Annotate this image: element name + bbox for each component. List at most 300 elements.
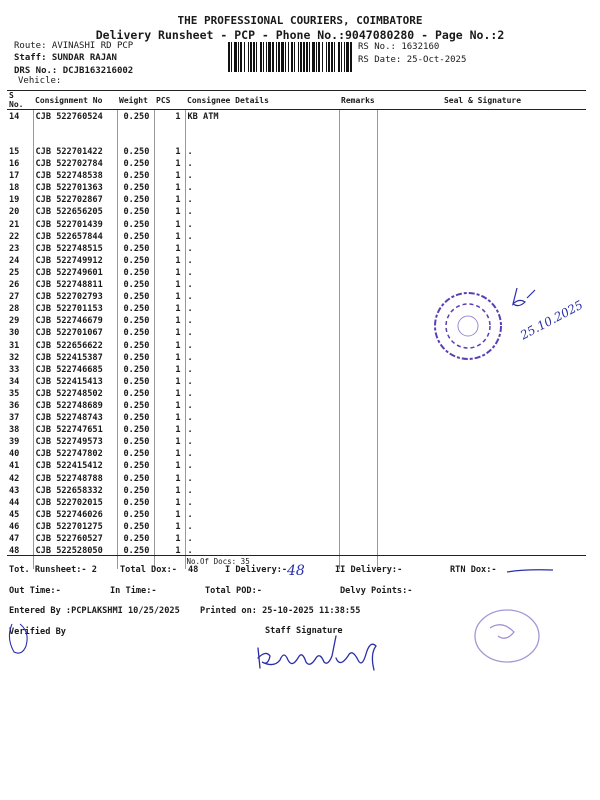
- cell-sno: 38: [9, 425, 20, 436]
- cell-weight: 0.250: [117, 243, 154, 255]
- cell-remarks: [339, 412, 377, 424]
- cell-pcs: 1: [154, 219, 185, 231]
- cell-consignee: .: [185, 303, 339, 315]
- table-row: [7, 146, 586, 158]
- cell-seal: [377, 509, 586, 521]
- cell-consignee: .: [185, 170, 339, 182]
- seal-date-handwritten: 25.10.2025: [518, 297, 586, 343]
- col-header-sno: S No.: [7, 91, 33, 110]
- cell-weight: 0.250: [117, 340, 154, 352]
- cell-consignee: .: [185, 473, 339, 485]
- cell-pcs: 1: [154, 533, 185, 545]
- printed-on: Printed on: 25-10-2025 11:38:55: [200, 606, 361, 616]
- cell-pcs: 1: [154, 315, 185, 327]
- cell-weight: 0.250: [117, 279, 154, 291]
- cell-sno: 29: [9, 316, 20, 327]
- cell-remarks: [339, 497, 377, 509]
- cell-pcs: 1: [154, 388, 185, 400]
- cell-remarks: [339, 340, 377, 352]
- cell-weight: 0.250: [117, 460, 154, 472]
- cell-remarks: [339, 315, 377, 327]
- cell-remarks: [339, 473, 377, 485]
- cell-consignment: CJB 522747802: [33, 448, 117, 460]
- cell-sno: 41: [9, 461, 20, 472]
- cell-seal: [377, 194, 586, 206]
- cell-remarks: [339, 448, 377, 460]
- rtn-dox-label: RTN Dox:-: [450, 565, 497, 575]
- cell-pcs: 1: [154, 448, 185, 460]
- cell-seal: [377, 412, 586, 424]
- cell-sno: 28: [9, 304, 20, 315]
- cell-consignment: CJB 522746679: [33, 315, 117, 327]
- cell-seal: [377, 255, 586, 267]
- cell-pcs: 1: [154, 170, 185, 182]
- rs-number: RS No.: 1632160: [358, 42, 440, 52]
- cell-sno: 24: [9, 255, 20, 266]
- cell-consignee: .: [185, 533, 339, 545]
- cell-consignment: CJB 522701275: [33, 521, 117, 533]
- route-label: Route: AVINASHI RD PCP: [14, 41, 134, 51]
- cell-pcs: 1: [154, 243, 185, 255]
- cell-pcs: 1: [154, 146, 185, 158]
- cell-weight: 0.250: [117, 291, 154, 303]
- cell-consignment: CJB 522702867: [33, 194, 117, 206]
- cell-sno: 15: [9, 147, 20, 157]
- i-delivery-handwritten: 48: [287, 563, 305, 579]
- faded-seal-stamp: [472, 606, 542, 666]
- cell-pcs: 1: [154, 279, 185, 291]
- cell-pcs: 1: [154, 291, 185, 303]
- cell-consignee: .: [185, 267, 339, 279]
- table-row: [7, 158, 586, 170]
- cell-consignee: .: [185, 364, 339, 376]
- cell-sno: 47: [9, 534, 20, 544]
- staff-signature-label: Staff Signature: [265, 626, 343, 636]
- cell-remarks: [339, 243, 377, 255]
- cell-seal: [377, 206, 586, 218]
- cell-consignment: CJB 522528050: [33, 545, 117, 557]
- cell-seal: [377, 376, 586, 388]
- table-row: [7, 424, 586, 436]
- cell-consignment: CJB 522701422: [33, 146, 117, 158]
- cell-remarks: [339, 279, 377, 291]
- total-dox-label: Total Dox:-: [120, 565, 177, 575]
- table-row: [7, 448, 586, 460]
- vehicle-label: Vehicle:: [18, 76, 62, 86]
- cell-weight: 0.250: [117, 448, 154, 460]
- total-dox-value: 48: [188, 565, 199, 575]
- cell-sno: 27: [9, 292, 20, 303]
- cell-sno: 30: [9, 328, 20, 339]
- cell-pcs: 1: [154, 485, 185, 497]
- cell-consignee: .: [185, 352, 339, 364]
- cell-sno: 37: [9, 413, 20, 424]
- tot-runsheet: Tot. Runsheet:- 2: [9, 565, 97, 575]
- verified-pen-scribble: [4, 618, 44, 658]
- cell-consignee: .: [185, 146, 339, 158]
- cell-weight: 0.250: [117, 545, 154, 557]
- table-row: [7, 110, 586, 125]
- runsheet-subtitle: Delivery Runsheet - PCP - Phone No.:9047080280 - Page No.:2: [95, 28, 505, 42]
- col-header-remarks: Remarks: [339, 91, 377, 110]
- table-bottom-rule: [7, 555, 586, 556]
- cell-pcs: 1: [154, 231, 185, 243]
- cell-consignment: CJB 522658332: [33, 485, 117, 497]
- cell-pcs: 1: [154, 182, 185, 194]
- cell-seal: [377, 485, 586, 497]
- cell-weight: 0.250: [117, 533, 154, 545]
- cell-weight: 0.250: [117, 436, 154, 448]
- cell-seal: [377, 267, 586, 279]
- cell-remarks: [339, 327, 377, 339]
- table-row: [7, 194, 586, 206]
- cell-sno: 32: [9, 352, 20, 363]
- cell-consignment: CJB 522657844: [33, 231, 117, 243]
- table-row: [7, 460, 586, 472]
- col-header-consignment: Consignment No: [33, 91, 117, 110]
- cell-remarks: [339, 388, 377, 400]
- cell-consignment: CJB 522748811: [33, 279, 117, 291]
- cell-consignment: CJB 522701363: [33, 182, 117, 194]
- cell-sno: 46: [9, 521, 20, 532]
- cell-pcs: 1: [154, 327, 185, 339]
- table-row: [7, 412, 586, 424]
- cell-consignee: .: [185, 158, 339, 170]
- cell-consignment: CJB 522748788: [33, 473, 117, 485]
- cell-sno: 34: [9, 376, 20, 387]
- cell-consignee: .: [185, 436, 339, 448]
- cell-consignment: CJB 522748502: [33, 388, 117, 400]
- cell-consignment: CJB 522746026: [33, 509, 117, 521]
- cell-consignment: CJB 522702793: [33, 291, 117, 303]
- cell-sno: 26: [9, 280, 20, 291]
- cell-consignment: CJB 522702784: [33, 158, 117, 170]
- cell-weight: 0.250: [117, 182, 154, 194]
- cell-pcs: 1: [154, 364, 185, 376]
- delvy-points-label: Delvy Points:-: [340, 586, 413, 596]
- col-header-pcs: PCS: [154, 91, 185, 110]
- rtn-dox-pen-mark: [505, 566, 555, 576]
- cell-remarks: [339, 376, 377, 388]
- cell-seal: [377, 170, 586, 182]
- table-row: [7, 243, 586, 255]
- ii-delivery-label: II Delivery:-: [335, 565, 403, 575]
- cell-seal: [377, 158, 586, 170]
- cell-consignee: .: [185, 206, 339, 218]
- cell-weight: 0.250: [117, 473, 154, 485]
- cell-consignee: .: [185, 291, 339, 303]
- table-row: [7, 206, 586, 218]
- cell-weight: 0.250: [117, 267, 154, 279]
- cell-consignment: CJB 522701153: [33, 303, 117, 315]
- cell-seal: [377, 146, 586, 158]
- cell-remarks: [339, 158, 377, 170]
- table-row: [7, 255, 586, 267]
- cell-seal: [377, 231, 586, 243]
- cell-consignment: CJB 522701067: [33, 327, 117, 339]
- cell-remarks: [339, 352, 377, 364]
- cell-consignee: .: [185, 376, 339, 388]
- cell-remarks: [339, 485, 377, 497]
- cell-consignee: .: [185, 497, 339, 509]
- table-row: [7, 182, 586, 194]
- cell-sno: 20: [9, 207, 20, 218]
- cell-consignment: CJB 522747651: [33, 424, 117, 436]
- cell-pcs: 1: [154, 255, 185, 267]
- cell-remarks: [339, 146, 377, 158]
- cell-remarks: [339, 436, 377, 448]
- cell-sno: 16: [9, 159, 20, 170]
- cell-seal: [377, 182, 586, 194]
- cell-pcs: 1: [154, 436, 185, 448]
- cell-seal: [377, 388, 586, 400]
- cell-weight: 0.250: [117, 400, 154, 412]
- cell-sno: 35: [9, 388, 20, 399]
- cell-sno: 22: [9, 231, 20, 242]
- cell-consignee: .: [185, 194, 339, 206]
- cell-consignment: CJB 522749573: [33, 436, 117, 448]
- cell-remarks: [339, 364, 377, 376]
- cell-weight: 0.250: [117, 376, 154, 388]
- cell-consignee: .: [185, 509, 339, 521]
- cell-seal: [377, 460, 586, 472]
- cell-weight: 0.250: [117, 255, 154, 267]
- col-header-seal: Seal & Signature: [377, 91, 586, 110]
- table-row: [7, 436, 586, 448]
- cell-consignee: .: [185, 340, 339, 352]
- cell-consignment: CJB 522415387: [33, 352, 117, 364]
- cell-consignee: .: [185, 182, 339, 194]
- table-row: [7, 400, 586, 412]
- cell-sno: 23: [9, 243, 20, 254]
- drs-number: DRS No.: DCJB163216002: [14, 66, 134, 76]
- cell-weight: 0.250: [117, 521, 154, 533]
- table-row: [7, 509, 586, 521]
- table-header-row: [7, 91, 586, 110]
- cell-pcs: 1: [154, 545, 185, 557]
- cell-weight: 0.250: [117, 412, 154, 424]
- cell-consignee: .: [185, 279, 339, 291]
- cell-consignee: KB ATM: [185, 110, 339, 125]
- cell-consignment: CJB 522702015: [33, 497, 117, 509]
- cell-pcs: 1: [154, 110, 185, 125]
- cell-consignee: .: [185, 388, 339, 400]
- cell-weight: 0.250: [117, 364, 154, 376]
- cell-consignee: .: [185, 460, 339, 472]
- cell-sno: 25: [9, 267, 20, 278]
- cell-consignment: CJB 522748538: [33, 170, 117, 182]
- cell-pcs: 1: [154, 460, 185, 472]
- cell-sno: 31: [9, 340, 20, 351]
- cell-seal: [377, 436, 586, 448]
- barcode-image: [228, 42, 352, 72]
- cell-pcs: 1: [154, 194, 185, 206]
- cell-weight: 0.250: [117, 485, 154, 497]
- cell-seal: [377, 473, 586, 485]
- cell-remarks: [339, 267, 377, 279]
- cell-consignment: CJB 522760524: [33, 110, 117, 125]
- cell-remarks: [339, 460, 377, 472]
- cell-sno: 21: [9, 219, 20, 230]
- cell-remarks: [339, 219, 377, 231]
- cell-consignee: .: [185, 521, 339, 533]
- cell-remarks: [339, 206, 377, 218]
- table-row: [7, 376, 586, 388]
- cell-consignment: CJB 522415412: [33, 460, 117, 472]
- cell-sno: 43: [9, 485, 20, 496]
- cell-consignment: CJB 522748515: [33, 243, 117, 255]
- cell-pcs: 1: [154, 158, 185, 170]
- cell-pcs: 1: [154, 376, 185, 388]
- cell-consignment: CJB 522748689: [33, 400, 117, 412]
- cell-consignee: .: [185, 231, 339, 243]
- i-delivery-label: I Delivery:-: [225, 565, 288, 575]
- cell-sno: 17: [9, 171, 20, 182]
- cell-seal: [377, 219, 586, 231]
- cell-pcs: 1: [154, 521, 185, 533]
- cell-consignee: .: [185, 243, 339, 255]
- cell-seal: [377, 243, 586, 255]
- cell-consignment: CJB 522701439: [33, 219, 117, 231]
- cell-weight: 0.250: [117, 110, 154, 125]
- cell-sno: 40: [9, 449, 20, 460]
- cell-consignee: .: [185, 424, 339, 436]
- cell-consignee: .: [185, 255, 339, 267]
- cell-remarks: [339, 303, 377, 315]
- table-row: [7, 533, 586, 545]
- cell-pcs: 1: [154, 412, 185, 424]
- cell-sno: 36: [9, 400, 20, 411]
- cell-pcs: 1: [154, 473, 185, 485]
- cell-consignee: .: [185, 219, 339, 231]
- cell-seal: [377, 497, 586, 509]
- cell-pcs: 1: [154, 352, 185, 364]
- cell-consignee: .: [185, 448, 339, 460]
- cell-seal: [377, 448, 586, 460]
- col-header-consignee: Consignee Details: [185, 91, 339, 110]
- cell-weight: 0.250: [117, 158, 154, 170]
- cell-consignment: CJB 522746685: [33, 364, 117, 376]
- cell-consignee: .: [185, 315, 339, 327]
- cell-remarks: [339, 533, 377, 545]
- cell-sno: 33: [9, 364, 20, 375]
- cell-weight: 0.250: [117, 388, 154, 400]
- cell-consignee: .: [185, 545, 339, 557]
- cell-remarks: [339, 170, 377, 182]
- cell-weight: 0.250: [117, 424, 154, 436]
- cell-consignment: CJB 522749912: [33, 255, 117, 267]
- out-time-label: Out Time:-: [9, 586, 61, 596]
- table-row: [7, 219, 586, 231]
- cell-weight: 0.250: [117, 206, 154, 218]
- table-row: [7, 473, 586, 485]
- cell-sno: 14: [9, 112, 20, 122]
- cell-pcs: 1: [154, 424, 185, 436]
- cell-pcs: 1: [154, 303, 185, 315]
- cell-weight: 0.250: [117, 509, 154, 521]
- cell-remarks: [339, 110, 377, 125]
- cell-sno: 44: [9, 497, 20, 508]
- cell-seal: [377, 110, 586, 125]
- table-row: [7, 388, 586, 400]
- cell-remarks: [339, 182, 377, 194]
- cell-pcs: 1: [154, 267, 185, 279]
- cell-weight: 0.250: [117, 327, 154, 339]
- cell-weight: 0.250: [117, 303, 154, 315]
- cell-consignee: .: [185, 327, 339, 339]
- cell-seal: [377, 521, 586, 533]
- cell-seal: [377, 424, 586, 436]
- staff-signature-image: [240, 632, 390, 674]
- cell-consignment: CJB 522415413: [33, 376, 117, 388]
- cell-pcs: 1: [154, 497, 185, 509]
- cell-remarks: [339, 255, 377, 267]
- cell-consignee: .: [185, 400, 339, 412]
- table-row: [7, 267, 586, 279]
- cell-weight: 0.250: [117, 497, 154, 509]
- cell-seal: [377, 533, 586, 545]
- company-title: THE PROFESSIONAL COURIERS, COIMBATORE: [177, 14, 423, 27]
- cell-consignment: CJB 522656205: [33, 206, 117, 218]
- round-seal-stamp: [430, 288, 510, 368]
- table-row: [7, 485, 586, 497]
- cell-sno: 39: [9, 437, 20, 448]
- cell-weight: 0.250: [117, 352, 154, 364]
- cell-sno: 42: [9, 473, 20, 484]
- cell-weight: 0.250: [117, 315, 154, 327]
- cell-consignment: CJB 522748743: [33, 412, 117, 424]
- cell-remarks: [339, 291, 377, 303]
- cell-sno: 18: [9, 183, 20, 194]
- cell-consignment: CJB 522749601: [33, 267, 117, 279]
- cell-remarks: [339, 400, 377, 412]
- verified-by-label: Verified By: [9, 627, 66, 637]
- staff-label: Staff: SUNDAR RAJAN: [14, 53, 117, 63]
- cell-seal: [377, 400, 586, 412]
- cell-pcs: 1: [154, 206, 185, 218]
- entered-by: Entered By :PCPLAKSHMI 10/25/2025: [9, 606, 180, 616]
- table-row: [7, 231, 586, 243]
- cell-sno: 45: [9, 509, 20, 520]
- rs-date: RS Date: 25-Oct-2025: [358, 55, 467, 65]
- cell-weight: 0.250: [117, 219, 154, 231]
- cell-remarks: [339, 194, 377, 206]
- cell-remarks: [339, 521, 377, 533]
- cell-consignee: .: [185, 412, 339, 424]
- no-of-docs: No.Of Docs: 35: [185, 557, 339, 569]
- cell-sno: 19: [9, 195, 20, 206]
- cell-pcs: 1: [154, 509, 185, 521]
- table-row: [7, 497, 586, 509]
- cell-weight: 0.250: [117, 231, 154, 243]
- cell-weight: 0.250: [117, 194, 154, 206]
- cell-consignment: CJB 522760527: [33, 533, 117, 545]
- spacer-row: [7, 124, 586, 146]
- in-time-label: In Time:-: [110, 586, 157, 596]
- cell-consignee: .: [185, 485, 339, 497]
- cell-pcs: 1: [154, 400, 185, 412]
- table-row: [7, 521, 586, 533]
- cell-consignment: CJB 522656622: [33, 340, 117, 352]
- cell-remarks: [339, 231, 377, 243]
- cell-remarks: [339, 424, 377, 436]
- total-pod-label: Total POD:-: [205, 586, 262, 596]
- cell-weight: 0.250: [117, 146, 154, 158]
- cell-weight: 0.250: [117, 170, 154, 182]
- table-row: [7, 170, 586, 182]
- cell-pcs: 1: [154, 340, 185, 352]
- cell-sno: 48: [9, 546, 20, 557]
